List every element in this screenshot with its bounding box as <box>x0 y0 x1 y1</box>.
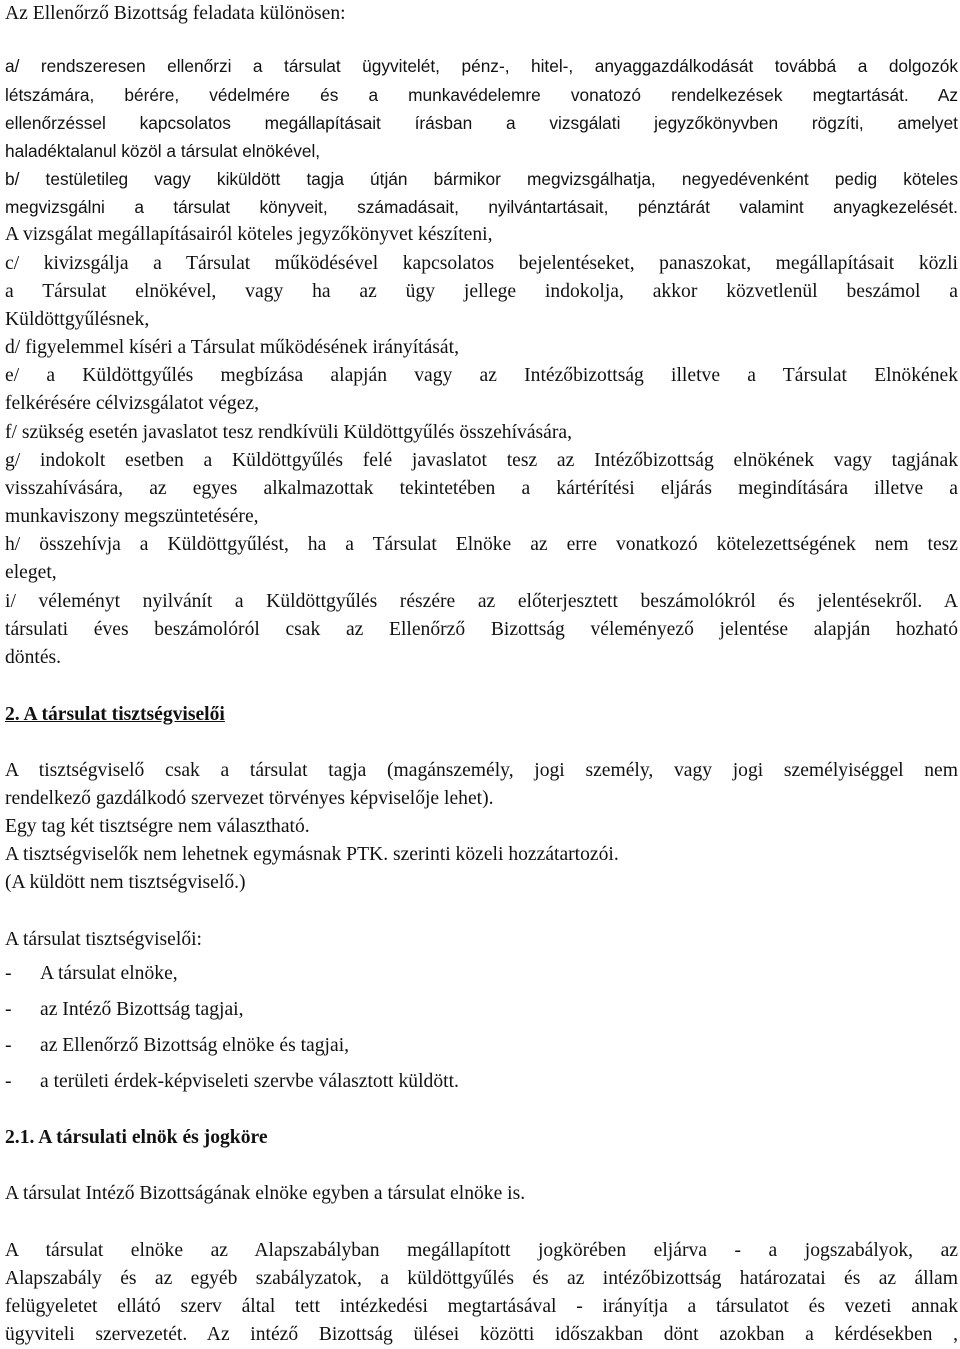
paragraph-g-line: visszahívására, az egyes alkalmazottak tekintetében a kártérítési eljárás megindítására illetve a <box>5 478 958 499</box>
paragraph-a-line: ellenőrzéssel kapcsolatos megállapításait írásban a vizsgálati jegyzőkönyvben rögzíti, amelyet <box>5 113 958 133</box>
list-dash: - <box>5 963 12 984</box>
paragraph-c-line: Küldöttgyűlésnek, <box>5 309 150 330</box>
list-item-text: a területi érdek-képviseleti szervbe választott küldött. <box>40 1071 459 1092</box>
list-dash: - <box>5 999 12 1020</box>
paragraph-e-line: felkérésére célvizsgálatot végez, <box>5 393 260 414</box>
officers-paragraph-line: rendelkező gazdálkodó szervezet törvényes képviselője lehet). <box>5 788 494 809</box>
list-item <box>5 1068 958 1096</box>
list-item <box>5 960 958 988</box>
section-heading <box>5 701 958 729</box>
president-powers-line: Alapszabály és az egyéb szabályzatok, a küldöttgyűlés és az intézőbizottság határozatai és az állam <box>5 1268 958 1289</box>
officers-paragraph-line: (A küldött nem tisztségviselő.) <box>5 872 246 893</box>
list-item-text: az Intéző Bizottság tagjai, <box>40 999 244 1020</box>
paragraph-a-line: haladéktalanul közöl a társulat elnökével, <box>5 141 321 161</box>
president-powers-line: ügyviteli szervezetét. Az intéző Bizottság ülései közötti időszakban dönt azokban a kérdésekben , <box>5 1324 958 1345</box>
paragraph-b-line: A vizsgálat megállapításairól köteles jegyzőkönyvet készíteni, <box>5 224 493 245</box>
officers-paragraph-line: Egy tag két tisztségre nem választható. <box>5 816 310 837</box>
officers-list-heading: A társulat tisztségviselői: <box>5 929 202 950</box>
paragraph-i-line: i/ véleményt nyilvánít a Küldöttgyűlés részére az előterjesztett beszámolókról és jelentésekről. A <box>5 591 958 612</box>
paragraph-f-line: f/ szükség esetén javaslatot tesz rendkívüli Küldöttgyűlés összehívására, <box>5 422 572 443</box>
paragraph-h-line: eleget, <box>5 562 57 583</box>
paragraph-c-line: a Társulat elnökével, vagy ha az ügy jellege indokolja, akkor közvetlenül beszámol a <box>5 281 958 302</box>
paragraph-e-line: e/ a Küldöttgyűlés megbízása alapján vagy az Intézőbizottság illetve a Társulat Elnökének <box>5 365 958 386</box>
paragraph-b-line: b/ testületileg vagy kiküldött tagja útján bármikor megvizsgálhatja, negyedévenként pedig köteles <box>5 169 958 189</box>
paragraph-g-line: munkaviszony megszüntetésére, <box>5 506 259 527</box>
president-powers-line: A társulat elnöke az Alapszabályban megállapított jogkörében eljárva - a jogszabályok, az <box>5 1240 958 1261</box>
paragraph-g-line: g/ indokolt esetben a Küldöttgyűlés felé javaslatot tesz az Intézőbizottság elnökének vagy tagjának <box>5 450 958 471</box>
paragraph-h-line: h/ összehívja a Küldöttgyűlést, ha a Társulat Elnöke az erre vonatkozó kötelezettségének nem tesz <box>5 534 958 555</box>
paragraph-b-line: megvizsgálni a társulat könyveit, számadásait, nyilvántartásait, pénztárát valamint anyagkezelését. <box>5 197 958 217</box>
paragraph-a-line: létszámára, bérére, védelmére és a munkavédelemre vonatozó rendelkezések megtartását. Az <box>5 85 958 105</box>
president-powers-line: felügyeletet ellátó szerv által tett intézkedési megtartásával - irányítja a társulatot és vezeti annak <box>5 1296 958 1317</box>
list-dash: - <box>5 1035 12 1056</box>
section-heading-text: 2. A társulat tisztségviselői <box>5 704 225 725</box>
officers-paragraph-line: A tisztségviselők nem lehetnek egymásnak PTK. szerinti közeli hozzátartozói. <box>5 844 619 865</box>
paragraph-a-line: a/ rendszeresen ellenőrzi a társulat ügyvitelét, pénz-, hitel-, anyaggazdálkodását továbbá a dolgozók <box>5 56 958 76</box>
paragraph-c-line: c/ kivizsgálja a Társulat működésével kapcsolatos bejelentéseket, panaszokat, megállapításait közli <box>5 253 958 274</box>
president-paragraph-line: A társulat Intéző Bizottságának elnöke egyben a társulat elnöke is. <box>5 1183 526 1204</box>
section-intro-line: Az Ellenőrző Bizottság feladata különösen: <box>5 3 346 24</box>
subsection-heading: 2.1. A társulati elnök és jogköre <box>5 1127 268 1148</box>
list-item-text: A társulat elnöke, <box>40 963 178 984</box>
list-item <box>5 996 958 1024</box>
paragraph-i-line: társulati éves beszámolóról csak az Ellenőrző Bizottság véleményező jelentése alapján hozható <box>5 619 958 640</box>
paragraph-i-line: döntés. <box>5 647 62 668</box>
list-item <box>5 1032 958 1060</box>
paragraph-d-line: d/ figyelemmel kíséri a Társulat működésének irányítását, <box>5 337 459 358</box>
list-dash: - <box>5 1071 12 1092</box>
officers-paragraph-line: A tisztségviselő csak a társulat tagja (magánszemély, jogi személy, vagy jogi személyiséggel nem <box>5 760 958 781</box>
list-item-text: az Ellenőrző Bizottság elnöke és tagjai, <box>40 1035 350 1056</box>
